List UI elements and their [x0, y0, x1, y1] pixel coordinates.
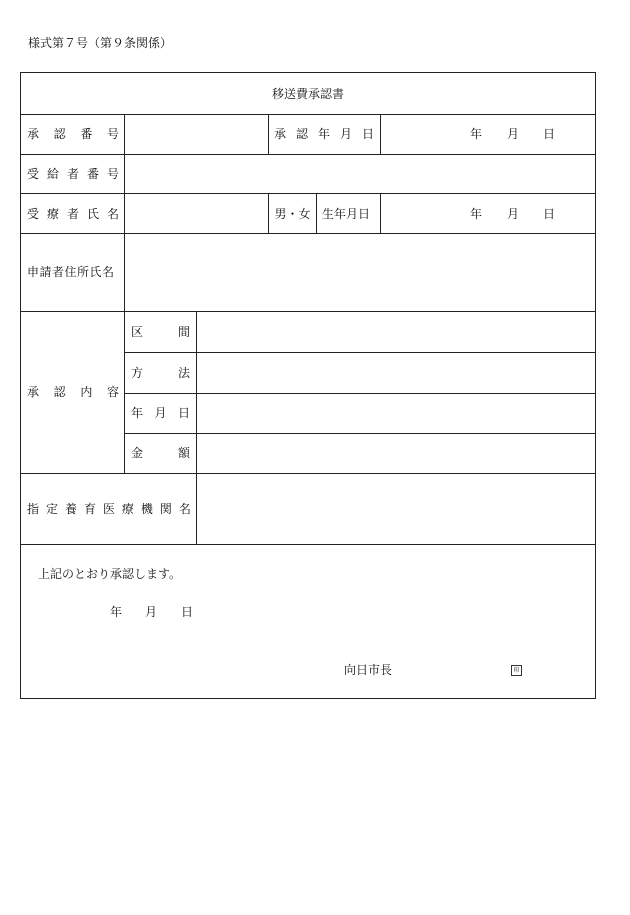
- issuer-name: 向日市長: [344, 663, 393, 677]
- row-divider: [20, 311, 596, 312]
- issue-date-year: 年: [110, 605, 123, 619]
- row-divider: [20, 193, 596, 194]
- column-divider: [268, 114, 269, 154]
- designated-institution-label: 指 定 養 育 医 療 機 関 名: [27, 502, 191, 516]
- birth-date-month: 月: [507, 207, 520, 221]
- date-field[interactable]: [197, 406, 595, 420]
- row-divider: [124, 393, 596, 394]
- recipient-number-field[interactable]: [125, 167, 595, 181]
- birth-date-label: 生年月日: [322, 207, 371, 221]
- amount-field[interactable]: [197, 446, 595, 460]
- applicant-address-name-field[interactable]: [125, 265, 595, 279]
- birth-date-day: 日: [543, 207, 556, 221]
- form-number: 様式第７号（第９条関係）: [28, 36, 173, 50]
- approval-date-label: 承 認 年 月 日: [274, 127, 374, 141]
- approval-date-month: 月: [507, 127, 520, 141]
- row-divider: [20, 544, 596, 545]
- birth-date-year: 年: [470, 207, 483, 221]
- section-field[interactable]: [197, 325, 595, 339]
- form-title: 移送費承認書: [271, 87, 344, 101]
- issue-date-month: 月: [145, 605, 158, 619]
- amount-label: 金 額: [131, 446, 190, 460]
- row-divider: [20, 114, 596, 115]
- issue-date-day: 日: [181, 605, 194, 619]
- row-divider: [124, 433, 596, 434]
- designated-institution-field[interactable]: [197, 502, 595, 516]
- seal-mark: 印: [511, 665, 522, 676]
- column-divider: [316, 193, 317, 233]
- approval-date-year: 年: [470, 127, 483, 141]
- approval-date-day: 日: [543, 127, 556, 141]
- approval-content-label: 承 認 内 容: [27, 385, 119, 399]
- row-divider: [124, 352, 596, 353]
- row-divider: [20, 473, 596, 474]
- patient-name-label: 受 療 者 氏 名: [27, 207, 119, 221]
- row-divider: [20, 154, 596, 155]
- method-field[interactable]: [197, 366, 595, 380]
- date-label: 年 月 日: [131, 406, 190, 420]
- approval-number-label: 承 認 番 号: [27, 127, 119, 141]
- method-label: 方 法: [131, 366, 190, 380]
- column-divider: [380, 193, 381, 233]
- applicant-address-name-label: 申請者住所氏名: [27, 265, 115, 279]
- recipient-number-label: 受 給 者 番 号: [27, 167, 119, 181]
- patient-name-field[interactable]: [125, 207, 267, 221]
- section-label: 区 間: [131, 325, 190, 339]
- row-divider: [20, 233, 596, 234]
- approval-number-field[interactable]: [125, 127, 267, 141]
- column-divider: [380, 114, 381, 154]
- gender-selector[interactable]: 男・女: [274, 207, 311, 221]
- approval-statement: 上記のとおり承認します。: [38, 567, 182, 581]
